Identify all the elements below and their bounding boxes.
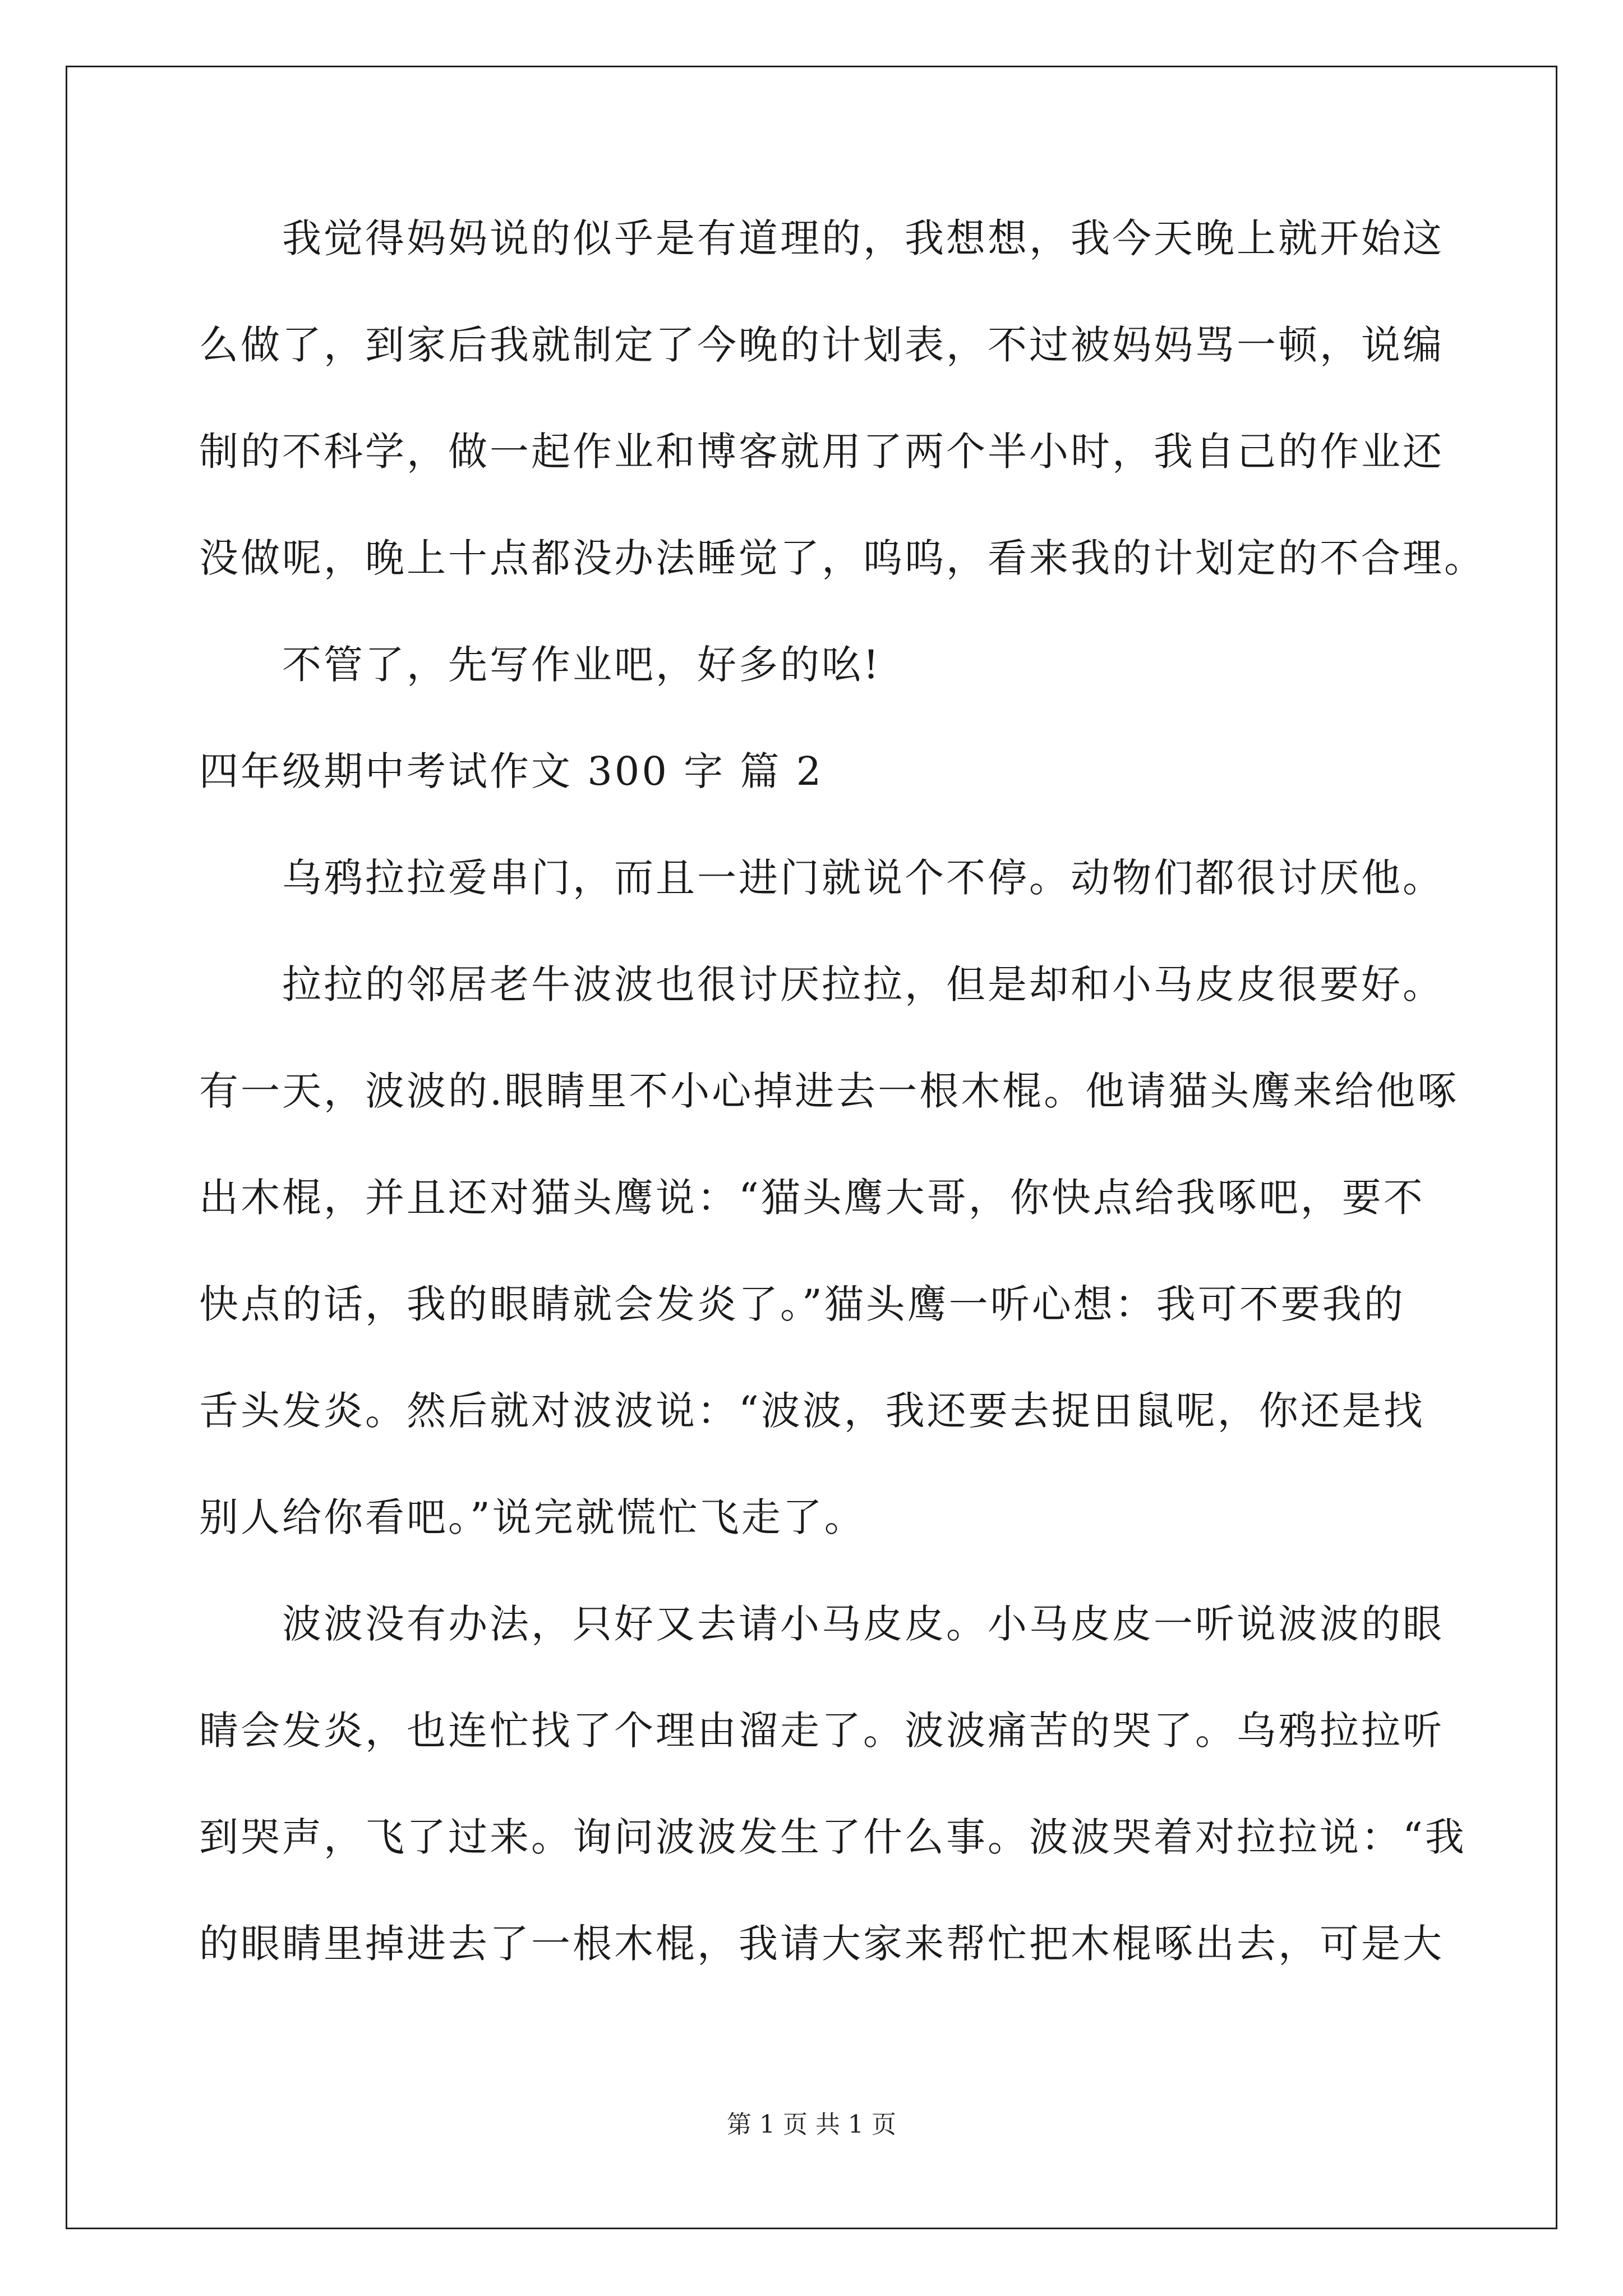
text-line: 快点的话，我的眼睛就会发炎了。”猫头鹰一听心想：我可不要我的 [199,1281,1405,1327]
section-heading: 四年级期中考试作文 300 字 篇 2 [199,748,824,794]
text-line: 不管了，先写作业吧，好多的吆! [282,642,882,688]
page-footer: 第 1 页 共 1 页 [727,2110,896,2139]
text-line: 乌鸦拉拉爱串门，而且一进门就说个不停。动物们都很讨厌他。 [282,855,1444,901]
text-line: 么做了，到家后我就制定了今晚的计划表，不过被妈妈骂一顿，说编 [199,322,1444,368]
text-line: 拉拉的邻居老牛波波也很讨厌拉拉，但是却和小马皮皮很要好。 [282,961,1444,1007]
text-line: 舌头发炎。然后就对波波说：“波波，我还要去捉田鼠呢，你还是找 [199,1388,1425,1434]
page-border [66,66,1557,2229]
text-line: 有一天，波波的.眼睛里不小心掉进去一根木棍。他请猫头鹰来给他啄 [199,1068,1459,1114]
text-line: 我觉得妈妈说的似乎是有道理的，我想想，我今天晚上就开始这 [282,215,1444,261]
text-line: 制的不科学，做一起作业和博客就用了两个半小时，我自己的作业还 [199,429,1444,475]
text-line: 到哭声，飞了过来。询问波波发生了什么事。波波哭着对拉拉说：“我 [199,1814,1467,1860]
text-line: 没做呢，晚上十点都没办法睡觉了，呜呜，看来我的计划定的不合理。 [199,535,1486,581]
text-line: 波波没有办法，只好又去请小马皮皮。小马皮皮一听说波波的眼 [282,1601,1444,1647]
text-line: 的眼睛里掉进去了一根木棍，我请大家来帮忙把木棍啄出去，可是大 [199,1921,1444,1967]
text-line: 出木棍，并且还对猫头鹰说：“猫头鹰大哥，你快点给我啄吧，要不 [199,1175,1425,1221]
text-line: 睛会发炎，也连忙找了个理由溜走了。波波痛苦的哭了。乌鸦拉拉听 [199,1708,1444,1754]
text-line: 别人给你看吧。”说完就慌忙飞走了。 [199,1494,866,1540]
